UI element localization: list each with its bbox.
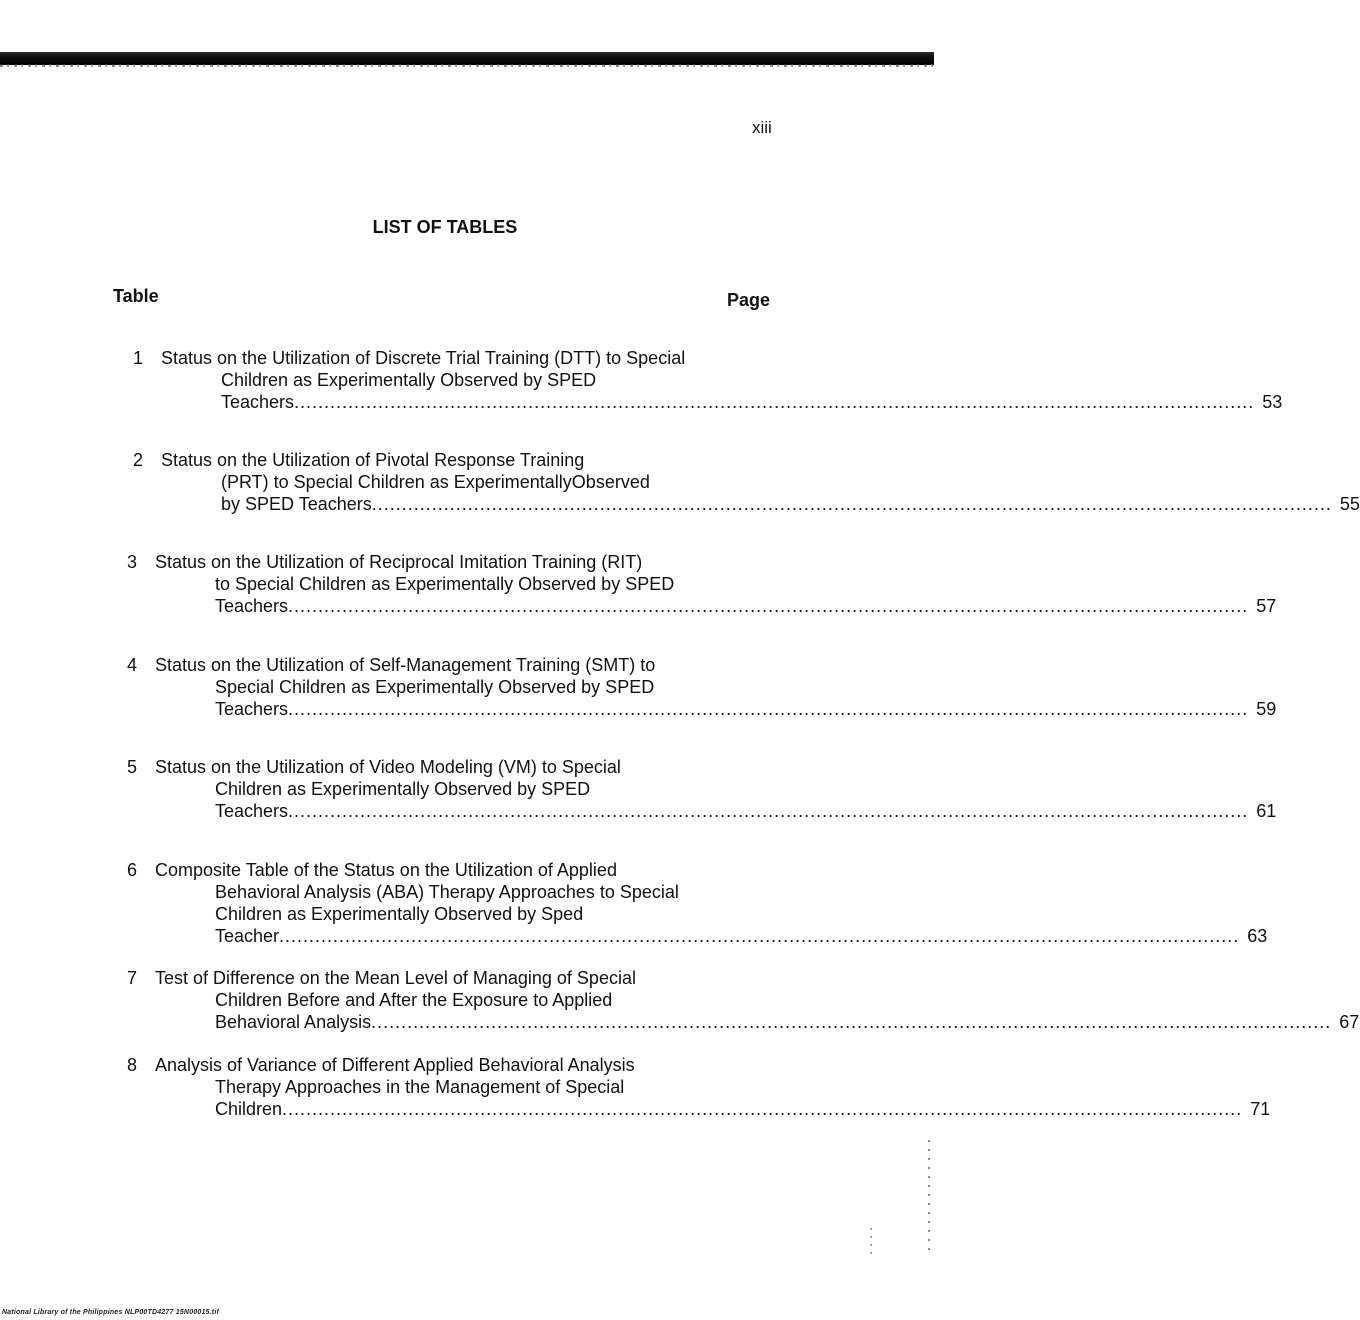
table-entry-title-end: Children	[215, 1099, 283, 1119]
table-entry-title-continued: Therapy Approaches in the Management of Special	[215, 1077, 625, 1097]
scan-margin-marks	[928, 1140, 930, 1250]
table-entry-page: 53	[1262, 392, 1283, 412]
table-entry-title: Status on the Utilization of Discrete Trial Training (DTT) to Special	[161, 348, 686, 368]
table-entry-title: Composite Table of the Status on the Utilization of Applied	[155, 860, 617, 880]
table-entry-number: 2	[133, 450, 144, 470]
column-header-page: Page	[727, 290, 771, 310]
table-entry-title-end: Teacher	[215, 926, 280, 946]
table-entry-title-continued: Children as Experimentally Observed by Sped	[215, 904, 584, 924]
dot-leader: ................................................................................................................................................................	[294, 392, 1255, 412]
table-entry-leader-line	[221, 493, 1360, 515]
table-entry-leader-line	[215, 800, 1277, 822]
table-entry-title: Analysis of Variance of Different Applied Behavioral Analysis	[155, 1055, 635, 1075]
table-entry-page: 71	[1250, 1099, 1271, 1119]
table-entry-title-end: Teachers	[215, 596, 289, 616]
table-entry-page: 67	[1339, 1012, 1360, 1032]
table-entry-number: 7	[127, 968, 138, 988]
column-header-table: Table	[113, 286, 159, 306]
dot-leader: ................................................................................................................................................................	[279, 926, 1240, 946]
table-entry-page: 61	[1256, 801, 1277, 821]
table-entry-number: 4	[127, 655, 138, 675]
table-entry-number: 5	[127, 757, 138, 777]
dot-leader: ................................................................................................................................................................	[288, 801, 1249, 821]
table-entry-title-continued: Children as Experimentally Observed by SPED	[221, 370, 597, 390]
scan-edge-band	[0, 52, 934, 65]
table-entry-title-continued: Children Before and After the Exposure to Applied	[215, 990, 613, 1010]
table-entry-page: 57	[1256, 596, 1277, 616]
table-entry-title-end: Teachers	[221, 392, 295, 412]
page-title: LIST OF TABLES	[372, 217, 518, 237]
table-entry-leader-line	[215, 1011, 1360, 1033]
dot-leader: ................................................................................................................................................................	[288, 699, 1249, 719]
table-entry-leader-line	[215, 925, 1268, 947]
table-entry-title-continued: (PRT) to Special Children as ExperimentallyObserved	[221, 472, 650, 492]
scan-footer-label: National Library of the Philippines NLP00TD4277 15N00015.tif	[2, 1309, 220, 1316]
table-entry-page: 63	[1247, 926, 1268, 946]
table-entry-title: Status on the Utilization of Pivotal Response Training	[161, 450, 585, 470]
table-entry-title-continued: to Special Children as Experimentally Observed by SPED	[215, 574, 675, 594]
scan-margin-marks	[870, 1228, 872, 1260]
table-entry-title: Status on the Utilization of Video Modeling (VM) to Special	[155, 757, 621, 777]
dot-leader: ................................................................................................................................................................	[282, 1099, 1243, 1119]
dot-leader: ................................................................................................................................................................	[288, 596, 1249, 616]
table-entry-number: 6	[127, 860, 138, 880]
dot-leader: ................................................................................................................................................................	[371, 1012, 1332, 1032]
table-entry-leader-line	[215, 595, 1277, 617]
table-entry-number: 8	[127, 1055, 138, 1075]
table-entry-number: 1	[133, 348, 144, 368]
table-entry-title-continued: Behavioral Analysis (ABA) Therapy Approaches to Special	[215, 882, 679, 902]
table-entry-leader-line	[221, 391, 1283, 413]
table-entry-title-continued: Special Children as Experimentally Observed by SPED	[215, 677, 655, 697]
table-entry-page: 55	[1339, 494, 1360, 514]
table-entry-number: 3	[127, 552, 138, 572]
table-entry-title-end: Teachers	[215, 801, 289, 821]
table-entry-title-continued: Children as Experimentally Observed by SPED	[215, 779, 591, 799]
page-number: xiii	[752, 118, 772, 137]
table-entry-title: Status on the Utilization of Reciprocal Imitation Training (RIT)	[155, 552, 643, 572]
table-entry-title-end: by SPED Teachers	[221, 494, 372, 514]
table-entry-leader-line	[215, 698, 1277, 720]
table-entry-title-end: Teachers	[215, 699, 289, 719]
table-entry-title: Test of Difference on the Mean Level of Managing of Special	[155, 968, 636, 988]
table-entry-title-end: Behavioral Analysis	[215, 1012, 372, 1032]
table-entry-title: Status on the Utilization of Self-Management Training (SMT) to	[155, 655, 656, 675]
table-entry-page: 59	[1256, 699, 1277, 719]
table-entry-leader-line	[215, 1098, 1271, 1120]
dot-leader: ................................................................................................................................................................	[371, 494, 1332, 514]
